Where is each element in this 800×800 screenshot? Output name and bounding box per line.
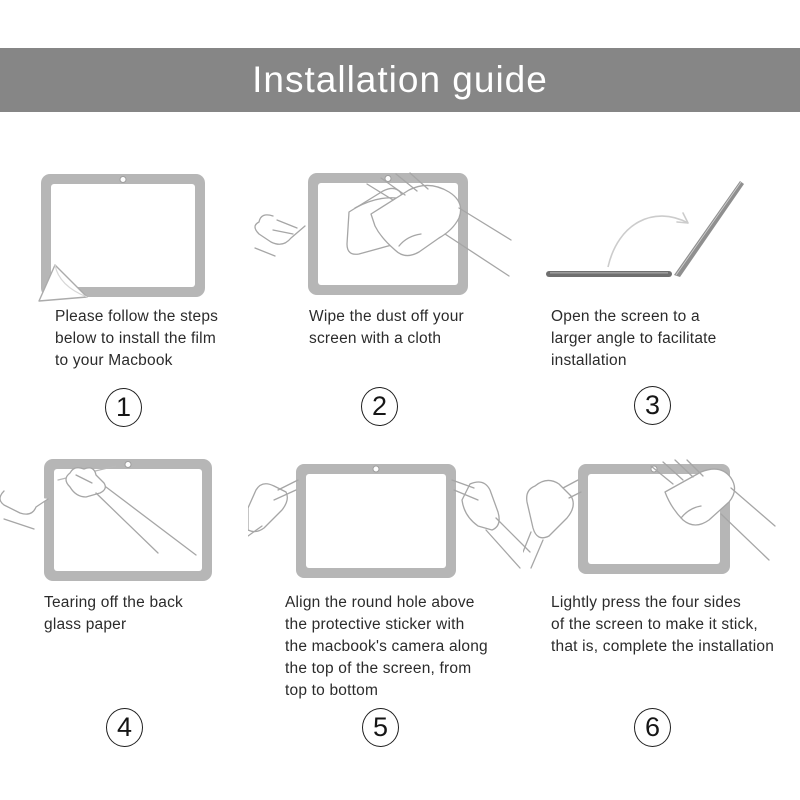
screen-film-peel-illustration bbox=[38, 170, 210, 302]
header-banner bbox=[0, 48, 800, 112]
step-6-number-badge: 6 bbox=[634, 708, 671, 747]
page-title: Installation guide bbox=[252, 59, 548, 100]
caption-line: Tearing off the back bbox=[44, 594, 183, 611]
caption-line: the macbook's camera along bbox=[285, 638, 488, 655]
caption-line: of the screen to make it stick, bbox=[551, 616, 758, 633]
caption-line: that is, complete the installation bbox=[551, 638, 775, 655]
caption-line: screen with a cloth bbox=[309, 330, 442, 347]
step-4-caption bbox=[44, 592, 183, 636]
caption-line: Wipe the dust off your bbox=[309, 308, 464, 325]
step-6-caption bbox=[551, 592, 774, 658]
caption-line: Lightly press the four sides bbox=[551, 594, 741, 611]
step-1-number-badge: 1 bbox=[105, 388, 142, 427]
caption-line: to your Macbook bbox=[55, 352, 173, 369]
step-1-caption bbox=[55, 306, 218, 372]
caption-line: below to install the film bbox=[55, 330, 216, 347]
tear-back-paper-illustration bbox=[0, 453, 264, 590]
caption-line: the protective sticker with bbox=[285, 616, 465, 633]
step-2-caption bbox=[309, 306, 464, 350]
align-film-camera-illustration bbox=[248, 456, 533, 586]
caption-line: top to bottom bbox=[285, 682, 379, 699]
step-5-number-badge: 5 bbox=[362, 708, 399, 747]
step-3-number-badge: 3 bbox=[634, 386, 671, 425]
step-5-caption bbox=[285, 592, 488, 702]
wipe-screen-cloth-illustration bbox=[253, 168, 513, 305]
caption-line: Open the screen to a bbox=[551, 308, 700, 325]
caption-line: larger angle to facilitate bbox=[551, 330, 717, 347]
step-2-number-badge: 2 bbox=[361, 387, 398, 426]
step-3-caption bbox=[551, 306, 716, 372]
caption-line: Align the round hole above bbox=[285, 594, 475, 611]
step-4-number-badge: 4 bbox=[106, 708, 143, 747]
caption-line: glass paper bbox=[44, 616, 127, 633]
open-laptop-angle-illustration bbox=[538, 165, 763, 290]
caption-line: the top of the screen, from bbox=[285, 660, 472, 677]
press-four-sides-illustration bbox=[523, 456, 800, 586]
caption-line: installation bbox=[551, 352, 627, 369]
caption-line: Please follow the steps bbox=[55, 308, 219, 325]
